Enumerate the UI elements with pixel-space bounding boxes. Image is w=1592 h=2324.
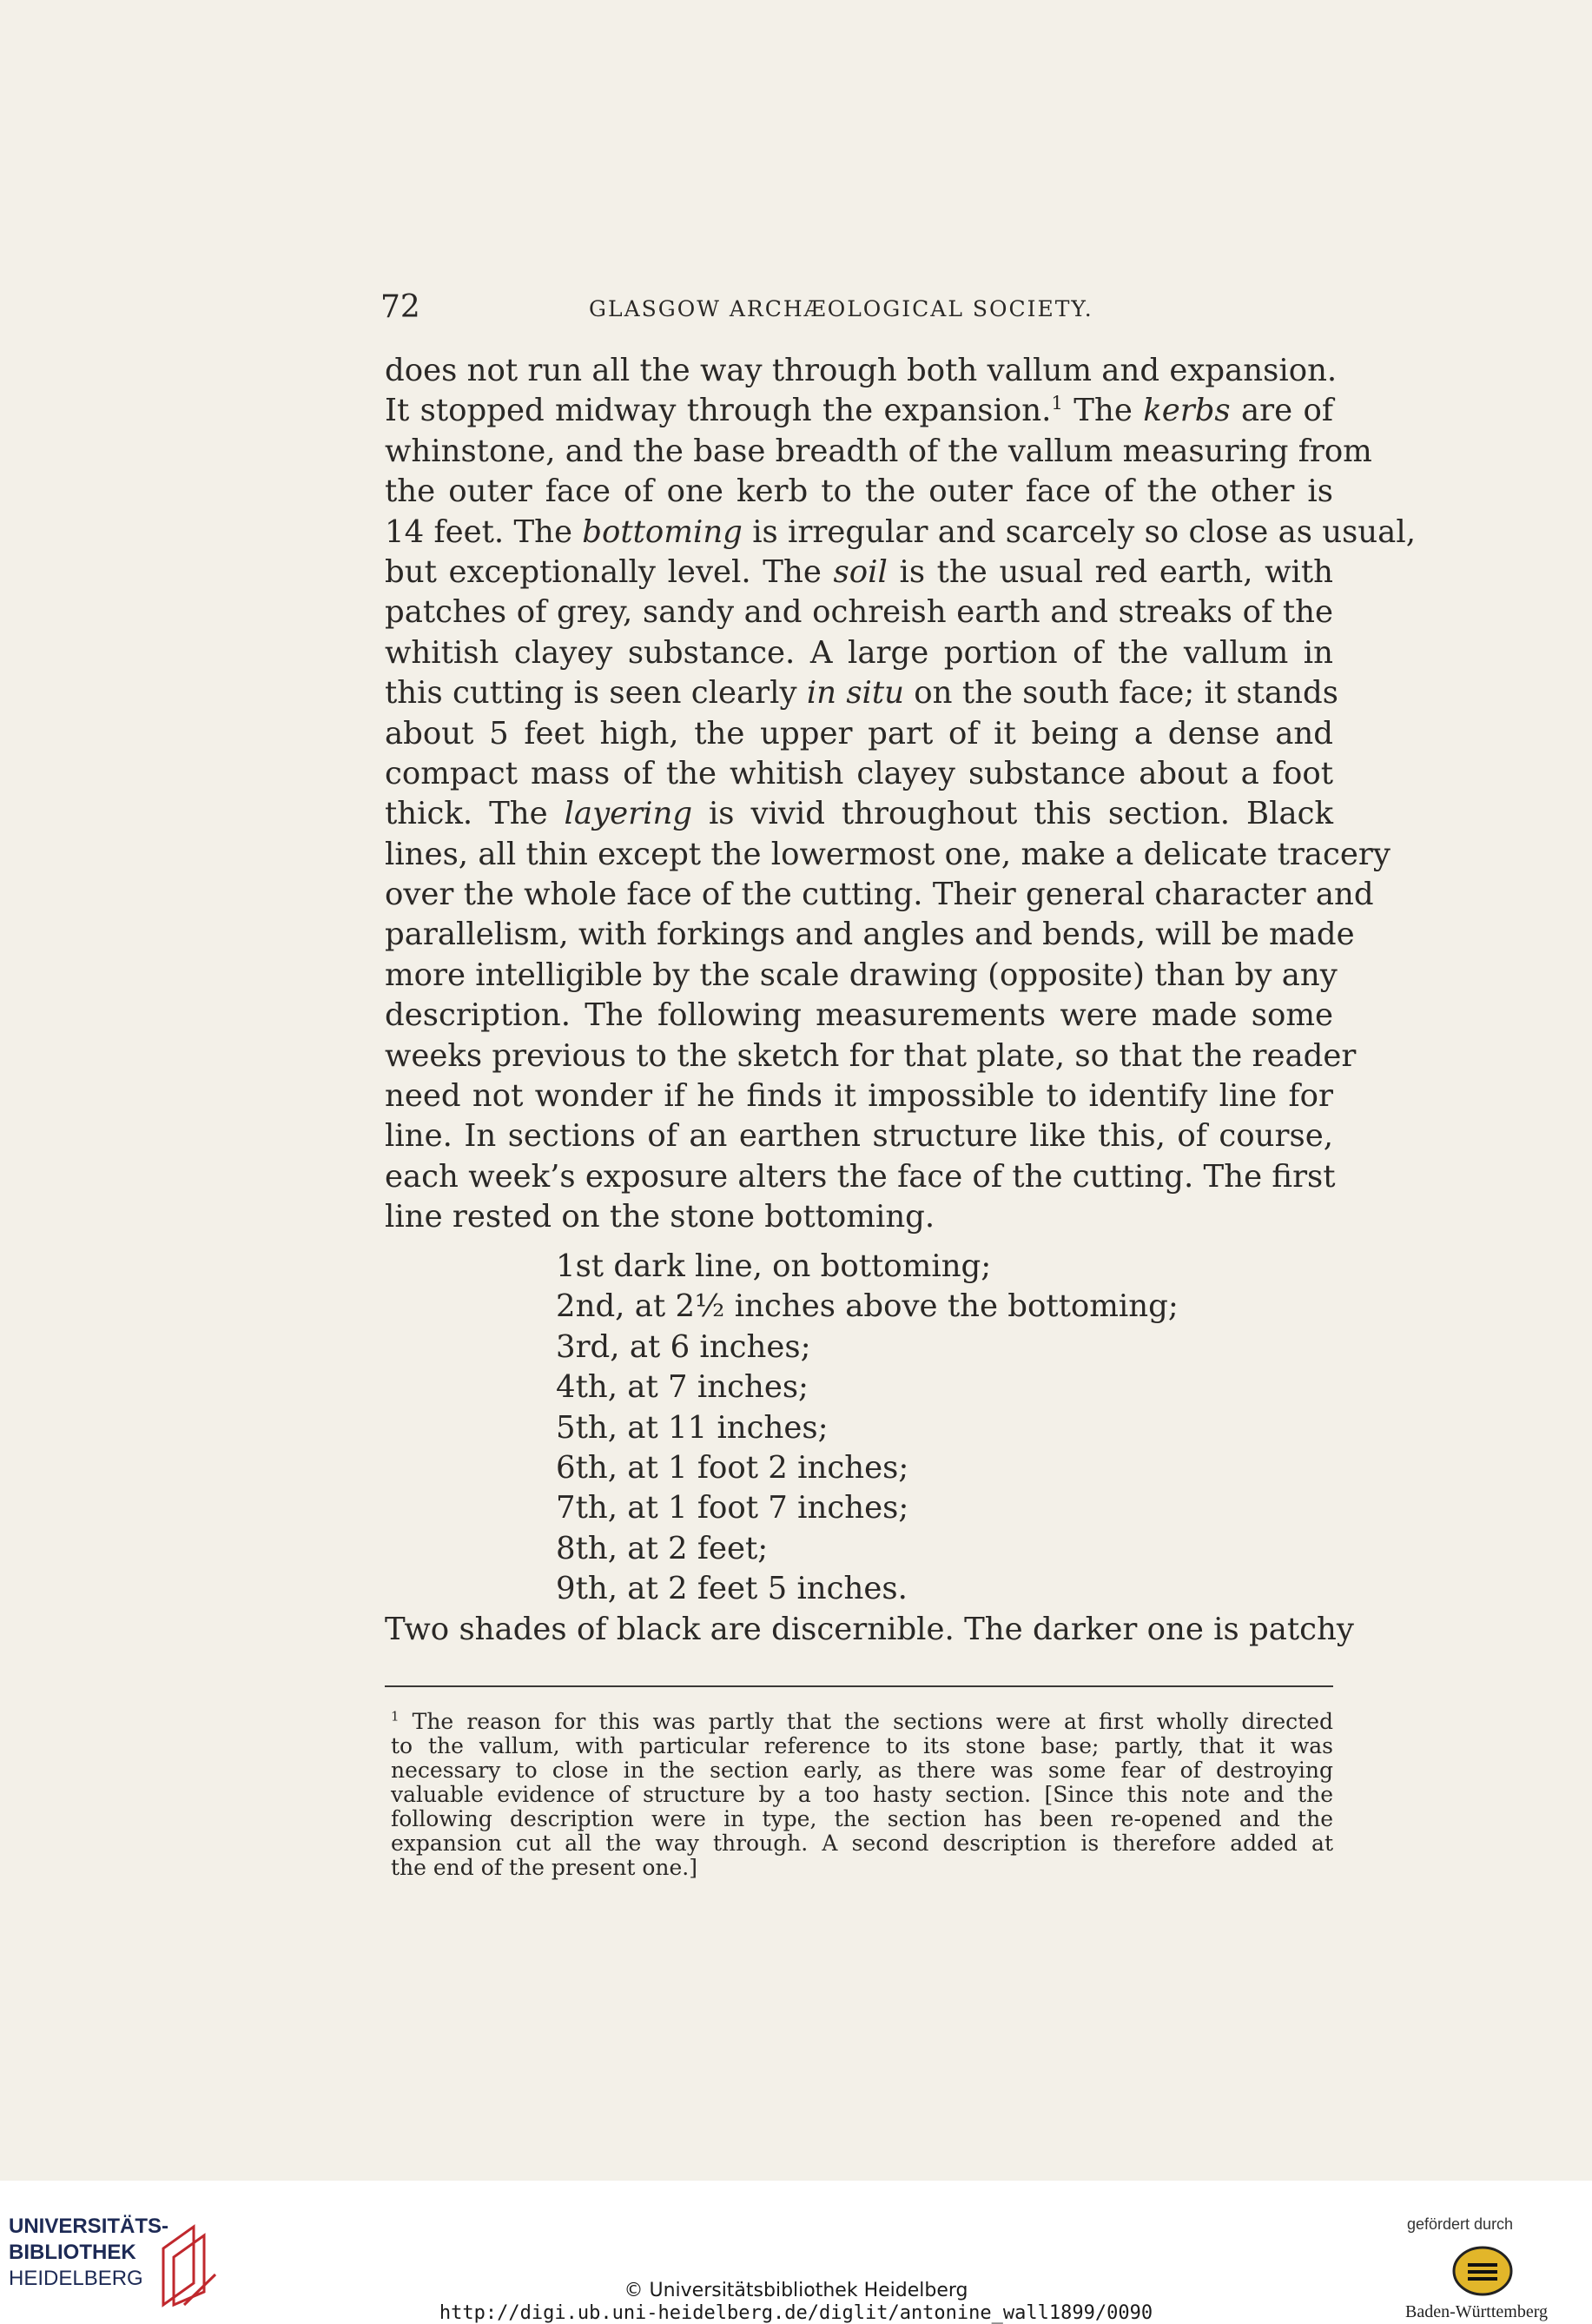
- text-run: thick. The: [385, 796, 565, 832]
- text-run: following description were in type, the section has been re-opened and the: [391, 1806, 1333, 1831]
- text-run: is irregular and scarcely so close as usual,: [742, 513, 1416, 550]
- measurement-item: 5th, at 11 inches;: [556, 1409, 829, 1446]
- measurement-item: 1st dark line, on bottoming;: [556, 1248, 992, 1284]
- text-line: [385, 754, 1333, 794]
- measurement-list: [556, 1247, 1251, 1610]
- footnote: [391, 1710, 1333, 1880]
- text-line: [385, 472, 1333, 512]
- text-run: to the vallum, with particular reference to its stone base; partly, that it was: [391, 1733, 1333, 1758]
- text-run: expansion cut all the way through. A second description is therefore added at: [391, 1831, 1333, 1856]
- text-run: each week’s exposure alters the face of the cutting. The first: [385, 1158, 1336, 1195]
- footnote-marker: 1: [1051, 393, 1063, 415]
- text-run: valuable evidence of structure by a too hasty section. [Since this note and the: [391, 1782, 1333, 1807]
- text-run: is vivid throughout this section. Black: [692, 796, 1334, 832]
- running-title: GLASGOW ARCHÆOLOGICAL SOCIETY.: [589, 296, 1093, 321]
- measurement-item: 2nd, at 2½ inches above the bottoming;: [556, 1288, 1179, 1325]
- text-line: [385, 915, 1355, 955]
- text-run: is the usual red earth, with: [887, 553, 1333, 590]
- continuation-paragraph: [385, 1610, 1354, 1650]
- digitization-footer: [0, 2181, 1592, 2324]
- text-line: [385, 593, 1333, 632]
- text-run: line. In sections of an earthen structure like this, of course,: [385, 1118, 1333, 1155]
- text-run: on the south face; it stands: [904, 675, 1338, 712]
- text-line: [391, 1783, 1333, 1807]
- text-run: this cutting is seen clearly: [385, 675, 807, 712]
- text-line: [391, 1710, 1333, 1734]
- text-line: [385, 996, 1333, 1036]
- text-run: weeks previous to the sketch for that plate, so that the reader: [385, 1037, 1357, 1074]
- text-line: [391, 1807, 1333, 1831]
- italic-term: kerbs: [1143, 393, 1231, 429]
- sponsor-name: Baden-Württemberg: [1405, 2302, 1549, 2321]
- text-line: [391, 1734, 1333, 1758]
- text-run: The reason for this was partly that the sections were at first wholly directed: [399, 1709, 1333, 1734]
- text-run: The: [1062, 393, 1144, 429]
- text-line: [385, 1116, 1333, 1156]
- text-run: necessary to close in the section early, as there was some fear of destroying: [391, 1758, 1333, 1783]
- text-line: [385, 1197, 1333, 1237]
- text-line: [391, 1831, 1333, 1856]
- italic-term: bottoming: [582, 513, 743, 550]
- text-line: [385, 432, 1372, 472]
- text-run: description. The following measurements were made some: [385, 997, 1333, 1034]
- text-line: [385, 673, 1338, 713]
- library-name: UNIVERSITÄTS- BIBLIOTHEK HEIDELBERG: [9, 2215, 169, 2290]
- text-line: [391, 1856, 1333, 1880]
- text-line: [385, 391, 1333, 431]
- text-run: whinstone, and the base breadth of the vallum measuring from: [385, 433, 1372, 469]
- text-run: about 5 feet high, the upper part of it being a dense and: [385, 715, 1333, 751]
- running-head: [380, 289, 1336, 333]
- text-line: [385, 633, 1333, 673]
- text-line: [385, 351, 1338, 391]
- measurement-item: 6th, at 1 foot 2 inches;: [556, 1449, 909, 1486]
- footnote-rule: [385, 1685, 1333, 1687]
- measurement-item: 7th, at 1 foot 7 inches;: [556, 1490, 909, 1526]
- text-line: [385, 835, 1391, 875]
- footnote-marker: 1: [391, 1708, 400, 1725]
- text-run: need not wonder if he finds it impossible to identify line for: [385, 1078, 1333, 1115]
- measurement-item: 4th, at 7 inches;: [556, 1369, 809, 1406]
- text-run: 14 feet. The: [385, 513, 583, 550]
- italic-term: layering: [564, 796, 693, 832]
- italic-term: in situ: [806, 675, 905, 712]
- text-line: [385, 553, 1333, 593]
- text-line: [385, 1157, 1336, 1197]
- text-run: lines, all thin except the lowermost one, make a delicate tracery: [385, 836, 1391, 872]
- measurement-item: 8th, at 2 feet;: [556, 1530, 769, 1566]
- text-run: but exceptionally level. The: [385, 553, 834, 590]
- copyright-notice: © Universitätsbibliothek Heidelberg: [624, 2280, 968, 2301]
- text-run: does not run all the way through both vallum and expansion.: [385, 353, 1338, 388]
- measurement-item: 9th, at 2 feet 5 inches.: [556, 1571, 908, 1607]
- text-run: more intelligible by the scale drawing (opposite) than by any: [385, 957, 1338, 993]
- text-run: are of: [1230, 393, 1333, 429]
- text-line: [385, 714, 1333, 754]
- text-run: over the whole face of the cutting. Their general character and: [385, 877, 1374, 913]
- text-run: the end of the present one.]: [391, 1855, 697, 1880]
- text-line: [385, 875, 1374, 915]
- body-paragraph: [385, 351, 1416, 1238]
- text-run: patches of grey, sandy and ochreish earth and streaks of the: [385, 594, 1333, 631]
- text-line: [385, 1076, 1333, 1116]
- text-line: [391, 1758, 1333, 1783]
- text-line: Two shades of black are discernible. The darker one is patchy: [385, 1612, 1354, 1647]
- page-number: 72: [380, 289, 420, 325]
- text-run: It stopped midway through the expansion.: [385, 393, 1052, 429]
- text-line: [385, 794, 1333, 834]
- text-run: parallelism, with forkings and angles and bends, will be made: [385, 917, 1355, 953]
- sponsor-label: gefördert durch: [1407, 2215, 1514, 2233]
- text-line: [385, 956, 1338, 996]
- text-run: compact mass of the whitish clayey substance about a foot: [385, 755, 1333, 791]
- italic-term: soil: [833, 553, 888, 590]
- measurement-item: 3rd, at 6 inches;: [556, 1328, 811, 1365]
- text-run: the outer face of one kerb to the outer face of the other is: [385, 473, 1333, 510]
- text-run: line rested on the stone bottoming.: [385, 1199, 935, 1235]
- text-line: [385, 1036, 1357, 1076]
- state-crest-icon: [1452, 2246, 1513, 2296]
- text-line: [385, 513, 1416, 553]
- text-run: whitish clayey substance. A large portion of the vallum in: [385, 634, 1333, 671]
- permalink[interactable]: http://digi.ub.uni-heidelberg.de/diglit/antonine_wall1899/0090: [439, 2302, 1153, 2324]
